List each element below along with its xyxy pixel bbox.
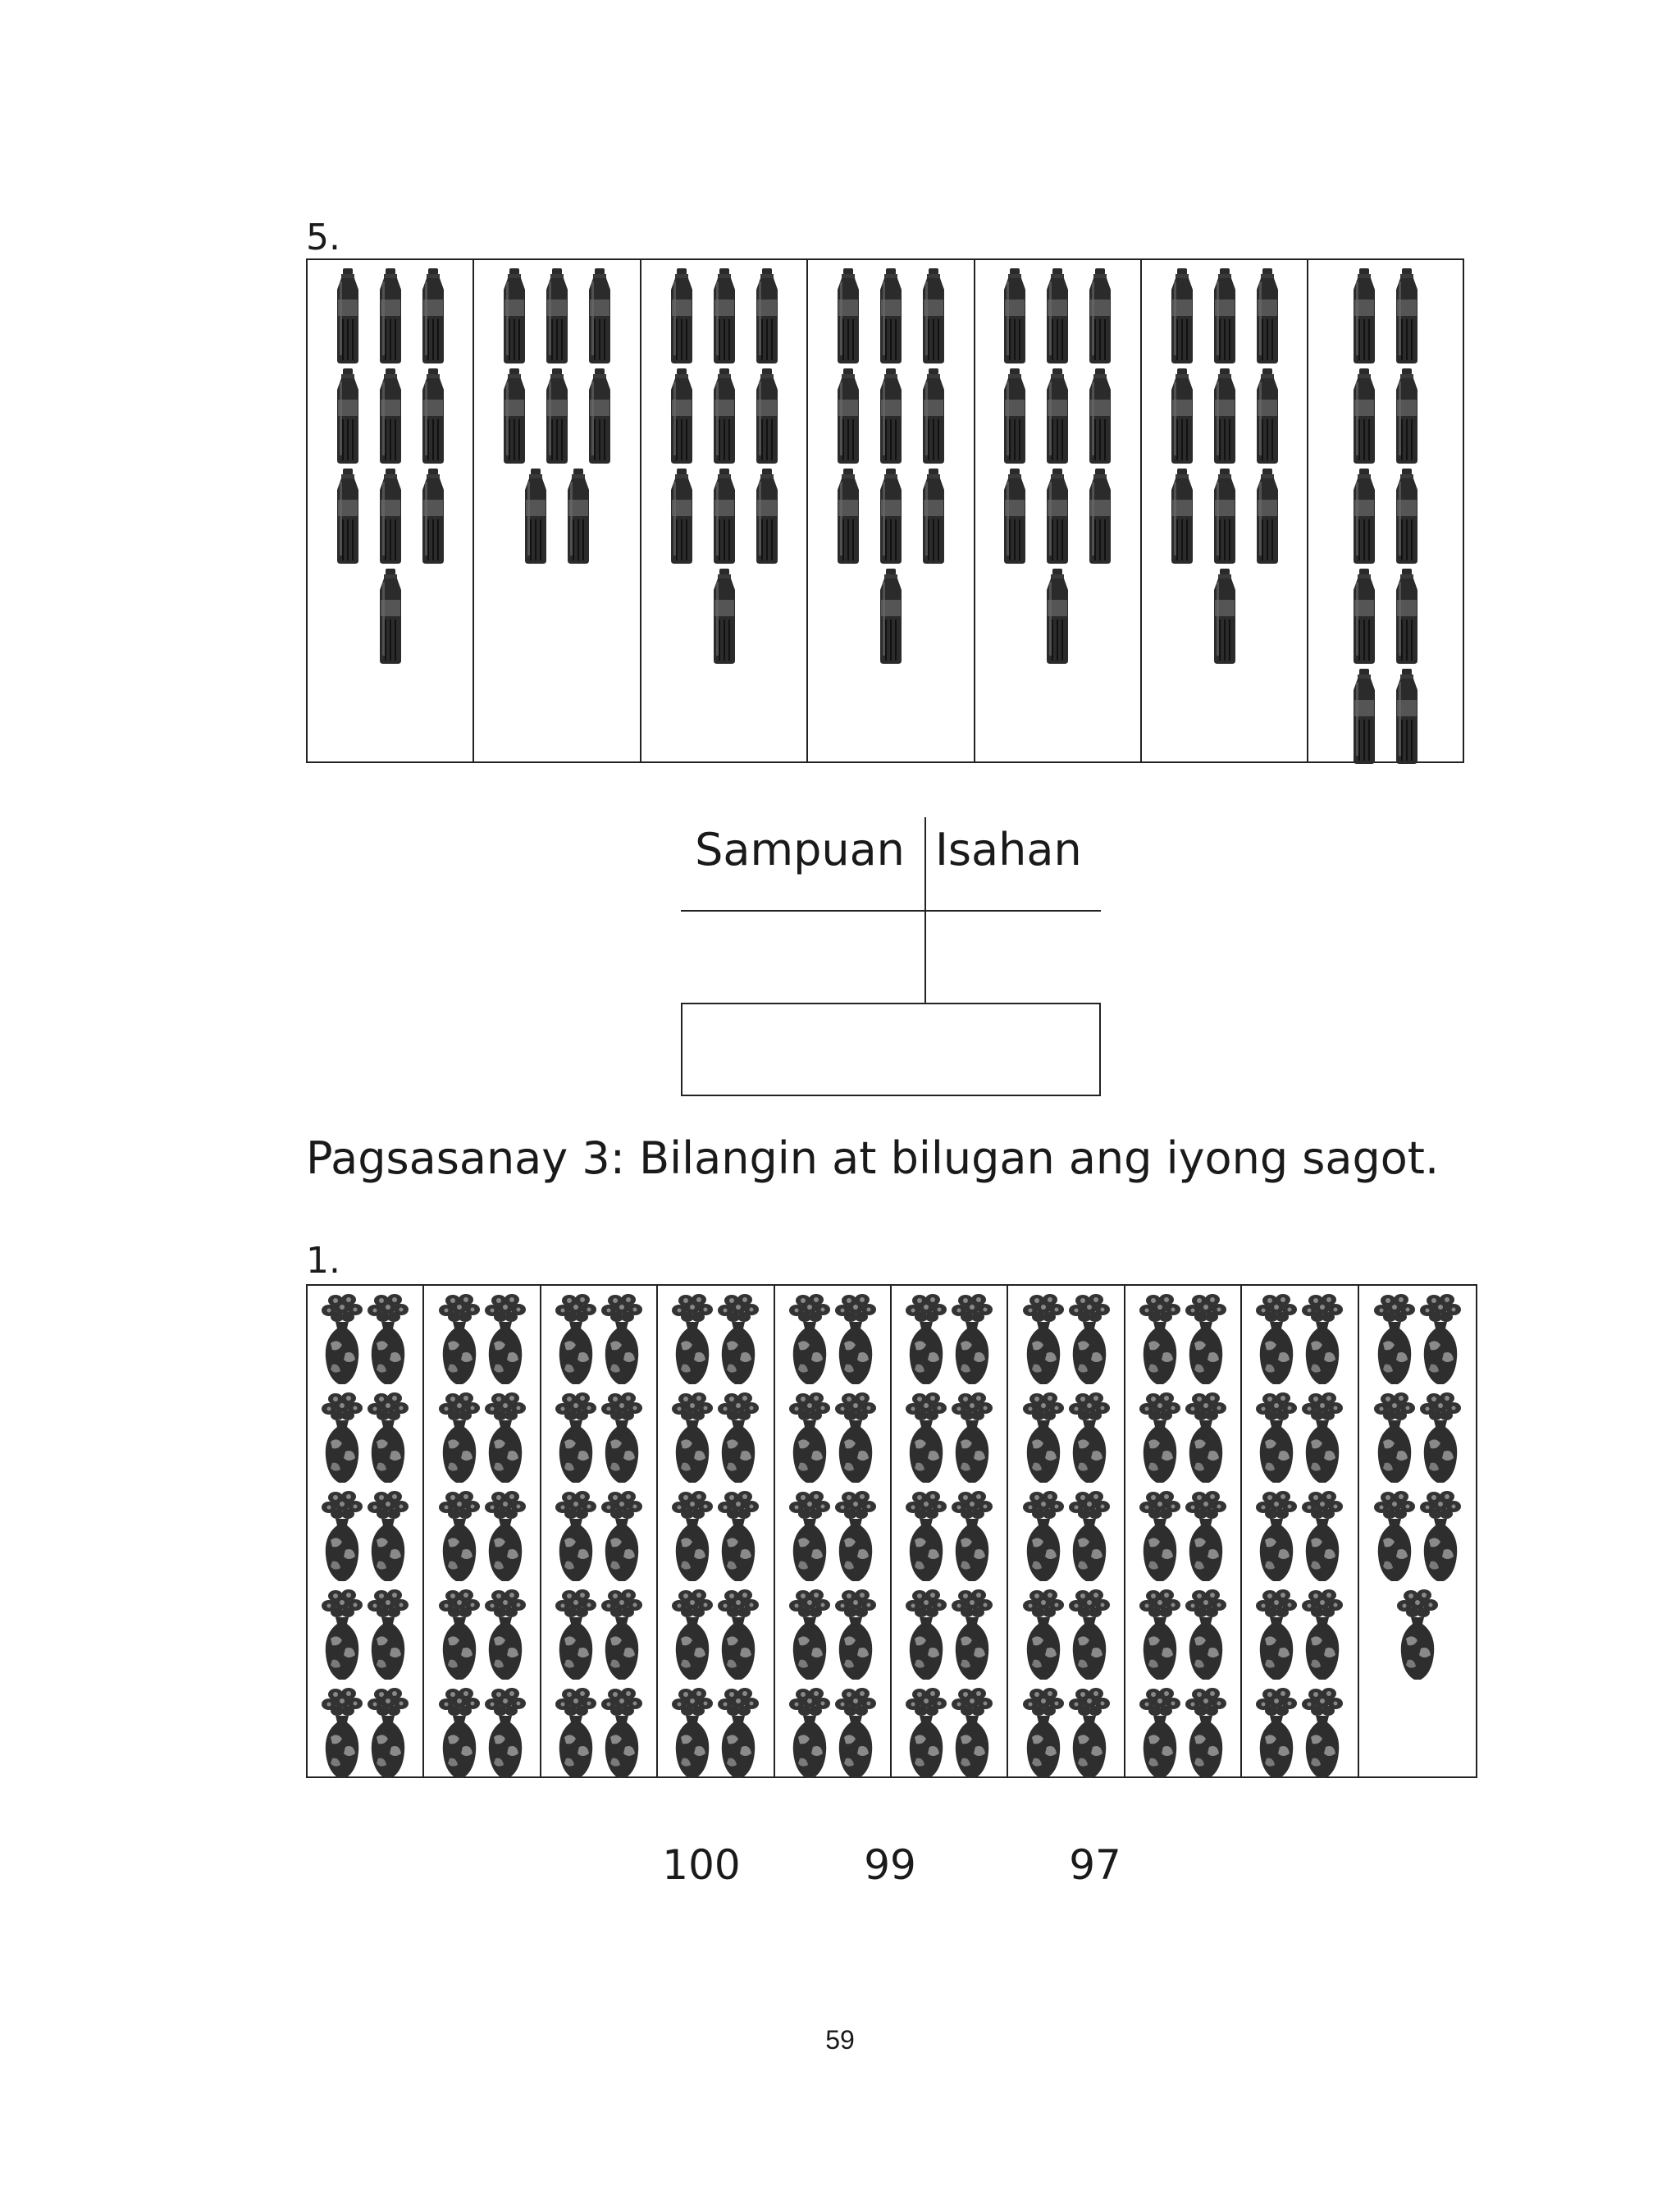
bottle-icon bbox=[333, 469, 363, 564]
bottle-icon bbox=[1349, 669, 1379, 764]
flower-vase-icon bbox=[1373, 1292, 1416, 1386]
group-cell bbox=[1008, 1286, 1125, 1776]
bottle-icon bbox=[1043, 368, 1072, 464]
flower-vase-icon bbox=[484, 1292, 527, 1386]
flower-vase-icon bbox=[717, 1686, 760, 1780]
flower-vase-icon bbox=[1255, 1588, 1298, 1681]
bottle-icon bbox=[376, 268, 405, 363]
answer-choice-100[interactable]: 100 bbox=[662, 1841, 741, 1889]
bottle-icon bbox=[752, 469, 782, 564]
bottle-icon bbox=[1349, 268, 1379, 363]
flower-vase-icon bbox=[1068, 1686, 1111, 1780]
flower-vase-icon bbox=[1068, 1588, 1111, 1681]
bottle-icon bbox=[833, 368, 863, 464]
flower-vase-icon bbox=[438, 1391, 481, 1484]
flower-vase-icon bbox=[717, 1489, 760, 1583]
problem-5-label: 5. bbox=[306, 217, 340, 258]
bottle-icon bbox=[1210, 469, 1239, 564]
answer-choice-99[interactable]: 99 bbox=[864, 1841, 916, 1889]
group-cell bbox=[641, 260, 808, 761]
flower-vase-icon bbox=[438, 1292, 481, 1386]
flower-vase-icon bbox=[1301, 1292, 1344, 1386]
bottle-icon bbox=[710, 569, 739, 664]
flower-vase-icon bbox=[600, 1588, 643, 1681]
flower-vase-icon bbox=[1068, 1391, 1111, 1484]
flower-vase-icon bbox=[788, 1489, 831, 1583]
flower-vase-icon bbox=[951, 1686, 993, 1780]
page-number: 59 bbox=[825, 2025, 855, 2055]
answer-box[interactable] bbox=[681, 1003, 1101, 1096]
flower-vase-icon bbox=[1139, 1292, 1181, 1386]
flower-vase-icon bbox=[834, 1489, 877, 1583]
group-cell bbox=[308, 260, 474, 761]
bottle-icon bbox=[1043, 469, 1072, 564]
flower-vase-icon bbox=[834, 1588, 877, 1681]
bottle-icon bbox=[564, 469, 593, 564]
ones-header: Isahan bbox=[935, 824, 1082, 876]
flower-vase-icon bbox=[1185, 1292, 1227, 1386]
bottle-icon bbox=[1210, 569, 1239, 664]
flower-vase-icon bbox=[905, 1588, 947, 1681]
flower-vase-icon bbox=[1373, 1489, 1416, 1583]
bottle-icon bbox=[1392, 569, 1422, 664]
flower-vase-icon bbox=[1301, 1686, 1344, 1780]
bottle-icon bbox=[876, 268, 906, 363]
bottle-icon bbox=[752, 368, 782, 464]
flower-vase-icon bbox=[671, 1686, 714, 1780]
bottle-icon bbox=[1167, 268, 1197, 363]
flower-vase-icon bbox=[1068, 1292, 1111, 1386]
bottle-icon bbox=[1253, 469, 1282, 564]
bottle-icon bbox=[919, 469, 948, 564]
flower-vase-icon bbox=[1185, 1686, 1227, 1780]
group-cell bbox=[1125, 1286, 1242, 1776]
bottle-icon bbox=[1000, 368, 1029, 464]
flower-vase-icon bbox=[321, 1588, 363, 1681]
flower-vase-icon bbox=[438, 1489, 481, 1583]
bottle-icon bbox=[418, 368, 448, 464]
flower-vase-icon bbox=[1139, 1686, 1181, 1780]
flower-vase-icon bbox=[1419, 1489, 1462, 1583]
place-value-horizontal-divider bbox=[681, 910, 1101, 912]
bottle-icon bbox=[1392, 669, 1422, 764]
flower-vase-icon bbox=[1255, 1686, 1298, 1780]
flower-vase-icon bbox=[1022, 1391, 1065, 1484]
flower-vase-icon bbox=[788, 1292, 831, 1386]
flower-vase-icon bbox=[1419, 1391, 1462, 1484]
flower-vase-icon bbox=[600, 1686, 643, 1780]
flower-vase-icon bbox=[600, 1292, 643, 1386]
bottle-icon bbox=[418, 469, 448, 564]
flower-vase-icon bbox=[1022, 1489, 1065, 1583]
bottle-icon bbox=[1043, 268, 1072, 363]
flower-vase-icon bbox=[321, 1391, 363, 1484]
bottle-icon bbox=[1349, 469, 1379, 564]
flower-vase-icon bbox=[1301, 1588, 1344, 1681]
bottle-icon bbox=[1043, 569, 1072, 664]
flower-vase-icon bbox=[484, 1391, 527, 1484]
flower-vase-icon bbox=[905, 1686, 947, 1780]
flower-vase-icon bbox=[367, 1292, 409, 1386]
group-cell bbox=[1359, 1286, 1476, 1776]
bottle-icon bbox=[542, 268, 572, 363]
flower-vase-icon bbox=[367, 1489, 409, 1583]
flower-vase-icon bbox=[717, 1292, 760, 1386]
bottle-icon bbox=[1392, 368, 1422, 464]
bottle-icon bbox=[1167, 368, 1197, 464]
flower-vase-icon bbox=[321, 1292, 363, 1386]
flower-vase-icon bbox=[484, 1686, 527, 1780]
flower-vase-icon bbox=[1139, 1489, 1181, 1583]
flower-vase-icon bbox=[367, 1588, 409, 1681]
flower-vase-icon bbox=[717, 1588, 760, 1681]
bottle-icon bbox=[1253, 368, 1282, 464]
flower-vase-icon bbox=[1185, 1588, 1227, 1681]
flower-vase-icon bbox=[1022, 1686, 1065, 1780]
group-cell bbox=[775, 1286, 892, 1776]
flower-vase-icon bbox=[1022, 1588, 1065, 1681]
flower-vase-icon bbox=[600, 1489, 643, 1583]
bottle-icon bbox=[1253, 268, 1282, 363]
group-cell bbox=[975, 260, 1142, 761]
bottle-icon bbox=[667, 268, 696, 363]
bottle-icon bbox=[500, 368, 529, 464]
bottle-icon bbox=[1349, 569, 1379, 664]
bottle-icon bbox=[1349, 368, 1379, 464]
bottle-icon bbox=[1000, 268, 1029, 363]
bottle-icon bbox=[833, 268, 863, 363]
flower-vase-icon bbox=[788, 1588, 831, 1681]
flower-vase-icon bbox=[834, 1292, 877, 1386]
group-cell bbox=[541, 1286, 658, 1776]
flower-vase-icon bbox=[834, 1391, 877, 1484]
flower-vase-icon bbox=[951, 1588, 993, 1681]
flower-vase-icon bbox=[1185, 1391, 1227, 1484]
bottle-icon bbox=[710, 368, 739, 464]
bottle-icon bbox=[876, 469, 906, 564]
flower-vase-icon bbox=[1255, 1292, 1298, 1386]
bottle-icon bbox=[667, 368, 696, 464]
group-cell bbox=[1242, 1286, 1358, 1776]
flower-vase-icon bbox=[1301, 1391, 1344, 1484]
bottle-icon bbox=[710, 469, 739, 564]
flower-vase-icon bbox=[671, 1489, 714, 1583]
bottle-icon bbox=[1210, 368, 1239, 464]
flower-vase-icon bbox=[555, 1588, 597, 1681]
flower-vase-icon bbox=[555, 1292, 597, 1386]
flower-vase-icon bbox=[321, 1489, 363, 1583]
flower-vase-icon bbox=[905, 1292, 947, 1386]
flower-vase-icon bbox=[1255, 1489, 1298, 1583]
bottle-icon bbox=[876, 368, 906, 464]
group-cell bbox=[424, 1286, 541, 1776]
flower-vase-icon bbox=[1301, 1489, 1344, 1583]
answer-choice-97[interactable]: 97 bbox=[1069, 1841, 1121, 1889]
flower-vase-icon bbox=[951, 1292, 993, 1386]
flower-vase-icon bbox=[1396, 1588, 1439, 1681]
flower-vase-icon bbox=[671, 1292, 714, 1386]
bottle-icon bbox=[376, 569, 405, 664]
bottle-icon bbox=[667, 469, 696, 564]
bottle-icon bbox=[418, 268, 448, 363]
vase-counting-grid bbox=[306, 1284, 1477, 1778]
bottle-icon bbox=[833, 469, 863, 564]
exercise-instruction: Pagsasanay 3: Bilangin at bilugan ang iyong sagot. bbox=[306, 1132, 1440, 1184]
flower-vase-icon bbox=[671, 1588, 714, 1681]
flower-vase-icon bbox=[438, 1588, 481, 1681]
flower-vase-icon bbox=[1185, 1489, 1227, 1583]
flower-vase-icon bbox=[484, 1588, 527, 1681]
bottle-icon bbox=[919, 268, 948, 363]
flower-vase-icon bbox=[905, 1391, 947, 1484]
flower-vase-icon bbox=[555, 1489, 597, 1583]
flower-vase-icon bbox=[1139, 1391, 1181, 1484]
flower-vase-icon bbox=[555, 1391, 597, 1484]
group-cell bbox=[308, 1286, 424, 1776]
bottle-icon bbox=[333, 268, 363, 363]
flower-vase-icon bbox=[951, 1391, 993, 1484]
flower-vase-icon bbox=[367, 1391, 409, 1484]
flower-vase-icon bbox=[1022, 1292, 1065, 1386]
bottle-icon bbox=[1085, 368, 1115, 464]
flower-vase-icon bbox=[834, 1686, 877, 1780]
group-cell bbox=[474, 260, 641, 761]
bottle-icon bbox=[585, 268, 614, 363]
bottle-icon bbox=[1085, 469, 1115, 564]
bottle-icon bbox=[1392, 469, 1422, 564]
flower-vase-icon bbox=[788, 1391, 831, 1484]
bottle-icon bbox=[500, 268, 529, 363]
flower-vase-icon bbox=[905, 1489, 947, 1583]
bottle-icon bbox=[333, 368, 363, 464]
bottle-icon bbox=[752, 268, 782, 363]
flower-vase-icon bbox=[951, 1489, 993, 1583]
bottle-icon bbox=[1210, 268, 1239, 363]
tens-header: Sampuan bbox=[695, 824, 905, 876]
bottle-icon bbox=[1392, 268, 1422, 363]
bottle-icon bbox=[1167, 469, 1197, 564]
flower-vase-icon bbox=[788, 1686, 831, 1780]
bottle-icon bbox=[376, 368, 405, 464]
bottle-counting-grid bbox=[306, 258, 1464, 763]
group-cell bbox=[808, 260, 975, 761]
bottle-icon bbox=[376, 469, 405, 564]
bottle-icon bbox=[1085, 268, 1115, 363]
flower-vase-icon bbox=[1419, 1292, 1462, 1386]
flower-vase-icon bbox=[1373, 1391, 1416, 1484]
group-cell bbox=[658, 1286, 774, 1776]
bottle-icon bbox=[542, 368, 572, 464]
flower-vase-icon bbox=[367, 1686, 409, 1780]
flower-vase-icon bbox=[600, 1391, 643, 1484]
flower-vase-icon bbox=[1068, 1489, 1111, 1583]
group-cell bbox=[1308, 260, 1463, 761]
flower-vase-icon bbox=[555, 1686, 597, 1780]
flower-vase-icon bbox=[484, 1489, 527, 1583]
bottle-icon bbox=[1000, 469, 1029, 564]
bottle-icon bbox=[876, 569, 906, 664]
flower-vase-icon bbox=[438, 1686, 481, 1780]
flower-vase-icon bbox=[1139, 1588, 1181, 1681]
problem-1-label: 1. bbox=[306, 1240, 340, 1282]
bottle-icon bbox=[585, 368, 614, 464]
group-cell bbox=[892, 1286, 1008, 1776]
flower-vase-icon bbox=[1255, 1391, 1298, 1484]
flower-vase-icon bbox=[717, 1391, 760, 1484]
flower-vase-icon bbox=[321, 1686, 363, 1780]
group-cell bbox=[1142, 260, 1308, 761]
bottle-icon bbox=[521, 469, 550, 564]
bottle-icon bbox=[710, 268, 739, 363]
flower-vase-icon bbox=[671, 1391, 714, 1484]
bottle-icon bbox=[919, 368, 948, 464]
